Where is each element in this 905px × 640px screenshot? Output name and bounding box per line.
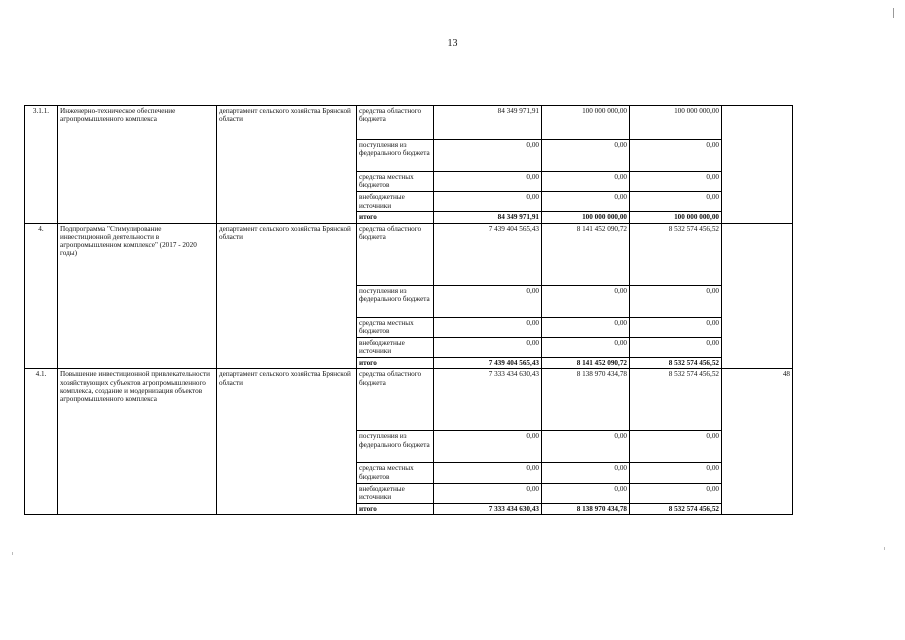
funding-source: внебюджетные источники (357, 337, 434, 357)
amount-year-3: 0,00 (630, 317, 722, 337)
item-name: Повышение инвестиционной привлекательности хозяйствующих субъектов агропромышленного комплекса, создание и модернизация объектов агропромышленного комплекса (58, 369, 217, 515)
funding-source: средства областного бюджета (357, 369, 434, 431)
item-name: Подпрограмма "Стимулирование инвестиционной деятельности в агропромышленном комплексе" (2017 - 2020 годы) (58, 223, 217, 369)
executor: департамент сельского хозяйства Брянской области (217, 106, 357, 224)
amount-year-3: 100 000 000,00 (630, 106, 722, 140)
amount-year-2: 8 138 970 434,78 (542, 369, 630, 431)
funding-source: средства областного бюджета (357, 106, 434, 140)
item-code: 4.1. (25, 369, 58, 515)
funding-source: средства местных бюджетов (357, 172, 434, 192)
item-name: Инженерно-техническое обеспечение агропромышленного комплекса (58, 106, 217, 224)
amount-year-3: 0,00 (630, 483, 722, 503)
amount-year-1: 0,00 (434, 192, 542, 212)
amount-year-2: 0,00 (542, 285, 630, 317)
funding-source: поступления из федерального бюджета (357, 431, 434, 463)
amount-year-2: 100 000 000,00 (542, 212, 630, 223)
amount-year-1: 0,00 (434, 285, 542, 317)
amount-year-3: 0,00 (630, 192, 722, 212)
amount-year-2: 0,00 (542, 192, 630, 212)
funding-source: поступления из федерального бюджета (357, 140, 434, 172)
table-row (25, 223, 793, 285)
extra-column: 48 (722, 369, 793, 515)
amount-year-1: 0,00 (434, 483, 542, 503)
amount-year-3: 8 532 574 456,52 (630, 369, 722, 431)
page-number: 13 (447, 38, 458, 49)
amount-year-1: 0,00 (434, 172, 542, 192)
amount-year-2: 0,00 (542, 140, 630, 172)
funding-source: поступления из федерального бюджета (357, 285, 434, 317)
amount-year-1: 7 439 404 565,43 (434, 223, 542, 285)
amount-year-2: 100 000 000,00 (542, 106, 630, 140)
extra-column (722, 223, 793, 369)
scan-edge-mark (884, 547, 885, 550)
funding-source: средства местных бюджетов (357, 317, 434, 337)
amount-year-1: 7 333 434 630,43 (434, 369, 542, 431)
extra-column (722, 106, 793, 224)
amount-year-3: 0,00 (630, 140, 722, 172)
amount-year-3: 8 532 574 456,52 (630, 357, 722, 368)
amount-year-2: 0,00 (542, 463, 630, 483)
amount-year-2: 0,00 (542, 483, 630, 503)
item-code: 4. (25, 223, 58, 369)
amount-year-3: 0,00 (630, 285, 722, 317)
amount-year-3: 0,00 (630, 172, 722, 192)
amount-year-2: 0,00 (542, 172, 630, 192)
funding-source: итого (357, 503, 434, 514)
amount-year-1: 0,00 (434, 337, 542, 357)
amount-year-2: 8 141 452 090,72 (542, 357, 630, 368)
amount-year-3: 0,00 (630, 463, 722, 483)
item-code: 3.1.1. (25, 106, 58, 224)
amount-year-2: 0,00 (542, 431, 630, 463)
funding-source: итого (357, 357, 434, 368)
amount-year-3: 8 532 574 456,52 (630, 223, 722, 285)
funding-source: средства местных бюджетов (357, 463, 434, 483)
funding-source: внебюджетные источники (357, 483, 434, 503)
amount-year-2: 0,00 (542, 337, 630, 357)
amount-year-1: 0,00 (434, 431, 542, 463)
table-row (25, 369, 793, 431)
amount-year-2: 8 141 452 090,72 (542, 223, 630, 285)
amount-year-3: 8 532 574 456,52 (630, 503, 722, 514)
scan-edge-mark (893, 8, 894, 18)
amount-year-1: 0,00 (434, 140, 542, 172)
amount-year-2: 0,00 (542, 317, 630, 337)
amount-year-1: 7 439 404 565,43 (434, 357, 542, 368)
funding-source: внебюджетные источники (357, 192, 434, 212)
amount-year-2: 8 138 970 434,78 (542, 503, 630, 514)
funding-source: средства областного бюджета (357, 223, 434, 285)
budget-table (24, 105, 793, 515)
amount-year-1: 0,00 (434, 317, 542, 337)
amount-year-1: 7 333 434 630,43 (434, 503, 542, 514)
amount-year-1: 84 349 971,91 (434, 106, 542, 140)
executor: департамент сельского хозяйства Брянской области (217, 223, 357, 369)
table-row (25, 106, 793, 140)
amount-year-3: 0,00 (630, 337, 722, 357)
executor: департамент сельского хозяйства Брянской области (217, 369, 357, 515)
amount-year-1: 84 349 971,91 (434, 212, 542, 223)
amount-year-3: 100 000 000,00 (630, 212, 722, 223)
funding-source: итого (357, 212, 434, 223)
scan-edge-mark (12, 552, 13, 555)
amount-year-1: 0,00 (434, 463, 542, 483)
amount-year-3: 0,00 (630, 431, 722, 463)
